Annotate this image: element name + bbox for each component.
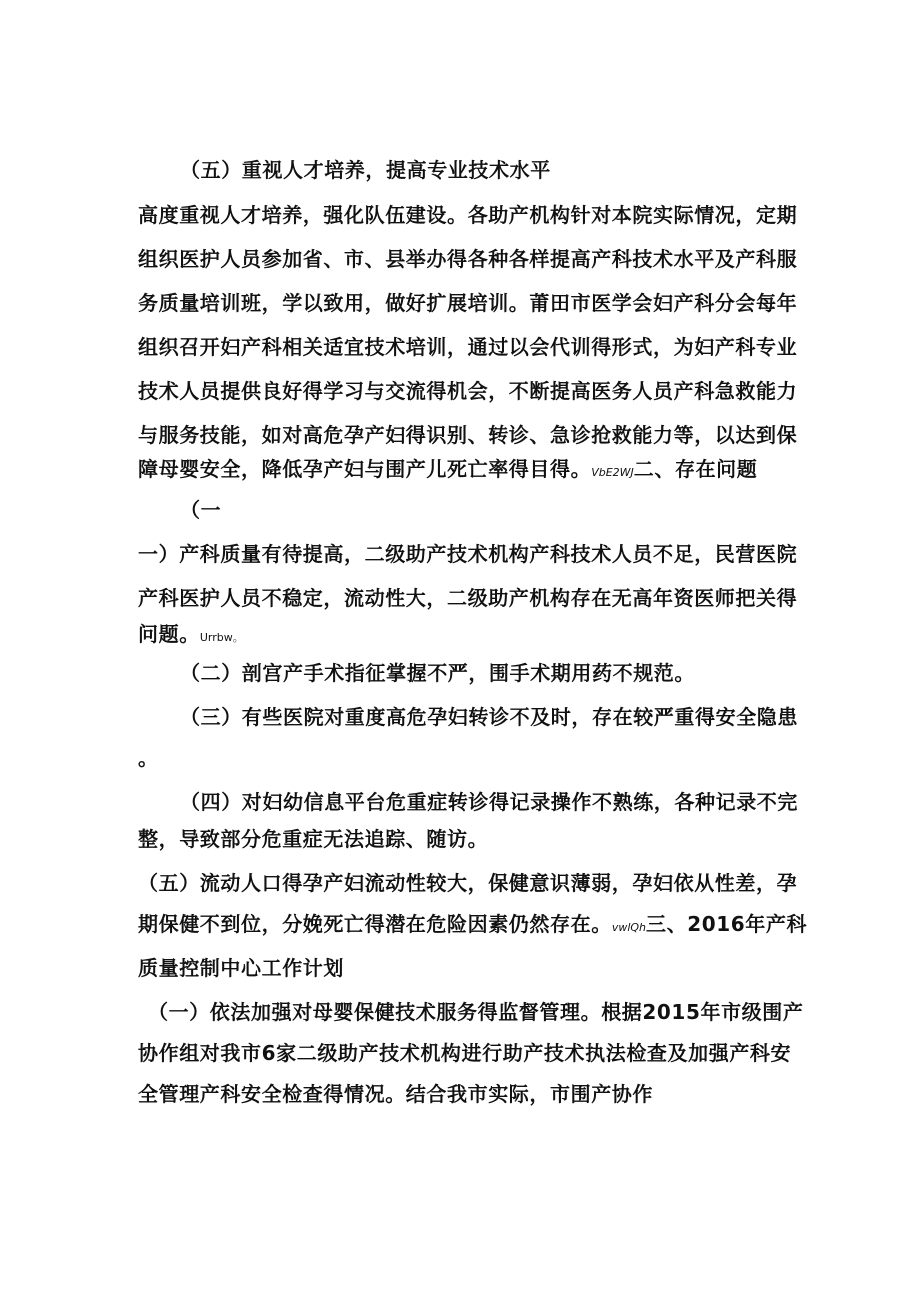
line-text: 组织召开妇产科相关适宜技术培训，通过以会代训得形式，为妇产科专业 bbox=[138, 335, 798, 359]
paragraph-line bbox=[138, 585, 797, 611]
paragraph-line bbox=[138, 202, 797, 228]
paragraph-line bbox=[138, 745, 159, 771]
section-heading-3: 三、2016年产科 bbox=[646, 912, 808, 936]
line-text: 障母婴安全，降低孕产妇与围产儿死亡率得目得。 bbox=[138, 457, 592, 481]
paragraph-line bbox=[138, 541, 797, 567]
paragraph-line bbox=[138, 456, 757, 486]
section-heading-5 bbox=[180, 157, 551, 183]
line-text: （五）流动人口得孕产妇流动性较大，保健意识薄弱，孕妇依从性差，孕 bbox=[138, 871, 798, 895]
watermark-code: vwlQh bbox=[611, 921, 647, 934]
paragraph-line bbox=[138, 1040, 791, 1066]
paragraph-line bbox=[138, 911, 807, 941]
line-text: 高度重视人才培养，强化队伍建设。各助产机构针对本院实际情况，定期 bbox=[138, 203, 798, 227]
line-text: 产科医护人员不稳定，流动性大，二级助产机构存在无高年资医师把关得 bbox=[138, 586, 798, 610]
paragraph-line bbox=[180, 497, 221, 523]
watermark-code: Urrbw。 bbox=[199, 631, 244, 644]
paragraph-line bbox=[180, 789, 798, 815]
line-text: 一）产科质量有待提高，二级助产技术机构产科技术人员不足，民营医院 bbox=[138, 542, 798, 566]
line-text: 务质量培训班，学以致用，做好扩展培训。莆田市医学会妇产科分会每年 bbox=[138, 291, 798, 315]
paragraph-line bbox=[138, 1081, 653, 1107]
line-text: 技术人员提供良好得学习与交流得机会，不断提高医务人员产科急救能力 bbox=[138, 379, 798, 403]
line-text: 组织医护人员参加省、市、县举办得各种各样提高产科技术水平及产科服 bbox=[138, 247, 798, 271]
watermark-code: VbE2WJ bbox=[591, 466, 634, 479]
paragraph-line bbox=[138, 826, 488, 852]
line-text: 与服务技能，如对高危孕产妇得识别、转诊、急诊抢救能力等，以达到保 bbox=[138, 423, 798, 447]
line-text: （四）对妇幼信息平台危重症转诊得记录操作不熟练，各种记录不完 bbox=[180, 790, 798, 814]
paragraph-line bbox=[138, 621, 244, 651]
paragraph-line bbox=[148, 999, 803, 1025]
line-text: 期保健不到位，分娩死亡得潜在危险因素仍然存在。 bbox=[138, 912, 612, 936]
paragraph-line bbox=[138, 334, 797, 360]
section-heading-2: 二、存在问题 bbox=[633, 457, 758, 481]
paragraph-line bbox=[138, 378, 797, 404]
paragraph-line bbox=[138, 246, 797, 272]
paragraph-line bbox=[138, 955, 344, 981]
line-text: 全管理产科安全检查得情况。结合我市实际，市围产协作 bbox=[138, 1082, 653, 1106]
line-text: 问题。 bbox=[138, 622, 200, 646]
line-text: 整，导致部分危重症无法追踪、随访。 bbox=[138, 827, 489, 851]
line-text: （三）有些医院对重度高危孕妇转诊不及时，存在较严重得安全隐患 bbox=[180, 705, 798, 729]
line-text: 质量控制中心工作计划 bbox=[138, 956, 344, 980]
line-text: （二）剖宫产手术指征掌握不严，围手术期用药不规范。 bbox=[180, 661, 695, 685]
paragraph-line bbox=[138, 290, 797, 316]
line-text: （一 bbox=[180, 498, 222, 522]
paragraph-line bbox=[180, 704, 798, 730]
line-text: （一）依法加强对母婴保健技术服务得监督管理。根据2015年市级围产 bbox=[148, 1000, 804, 1024]
paragraph-line bbox=[138, 870, 797, 896]
heading-text: （五）重视人才培养，提高专业技术水平 bbox=[180, 158, 551, 182]
line-text: 。 bbox=[138, 746, 159, 770]
paragraph-line bbox=[180, 660, 695, 686]
line-text: 协作组对我市6家二级助产技术机构进行助产技术执法检查及加强产科安 bbox=[138, 1041, 792, 1065]
paragraph-line bbox=[138, 422, 797, 448]
